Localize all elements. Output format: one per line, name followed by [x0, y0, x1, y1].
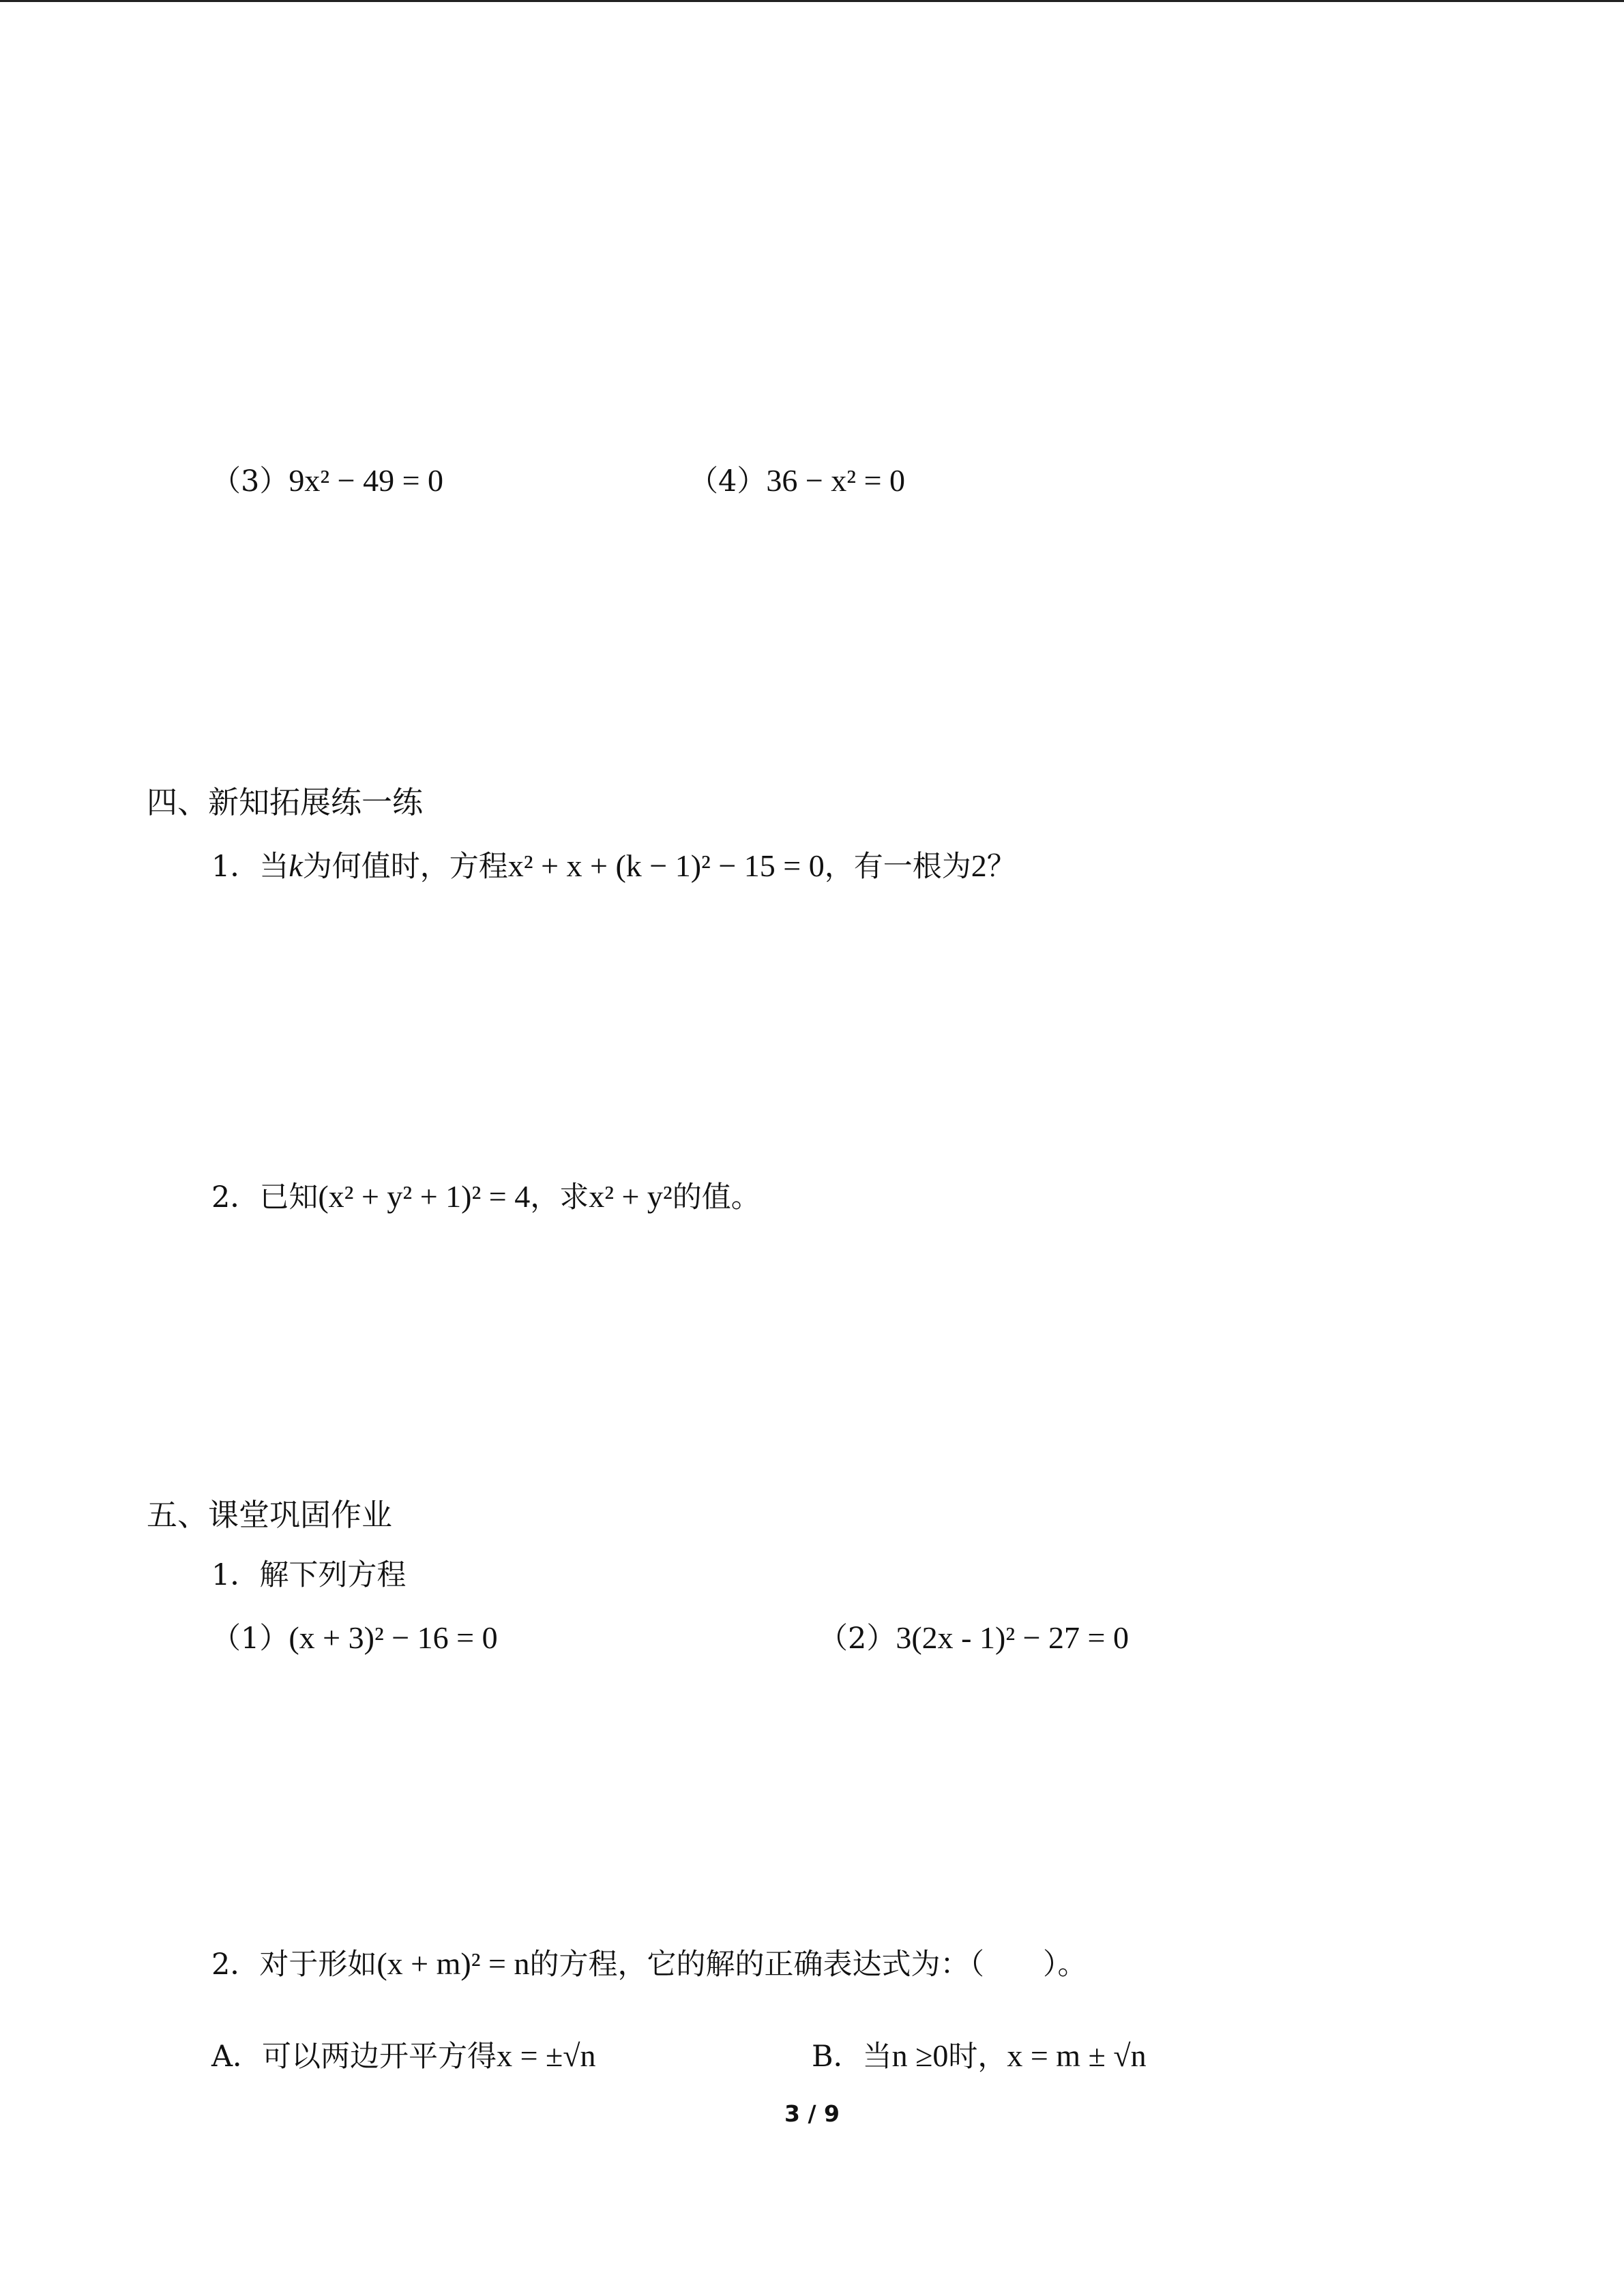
- exercise-5-1-item-1: [211, 1617, 498, 1659]
- equation: x = m ± √n: [1007, 2038, 1147, 2073]
- question-text: 2．对于形如: [211, 1948, 377, 1982]
- question-5-1: 1．解下列方程: [211, 1558, 407, 1592]
- section-heading-4: 四、新知拓展练一练: [147, 784, 424, 820]
- question-text: ，求: [530, 1180, 589, 1214]
- question-text: 的值。: [672, 1180, 761, 1214]
- question-text: 2．已知: [211, 1180, 319, 1214]
- question-text: 的方程，它的解的正确表达式为：（ ）。: [529, 1948, 1087, 1982]
- item-label: （4）: [689, 464, 767, 498]
- question-4-2: [211, 1176, 761, 1218]
- question-text: ，有一根为: [824, 850, 971, 884]
- question-text: 为何值时，方程: [302, 850, 508, 884]
- option-text: 时，: [948, 2040, 1007, 2074]
- item-label: （1）: [211, 1622, 289, 1656]
- expression: x² + y²: [589, 1179, 673, 1214]
- option-label: B．当: [812, 2040, 892, 2074]
- variable: k: [289, 848, 303, 883]
- question-4-1: [211, 846, 1016, 887]
- option-b: [812, 2036, 1147, 2077]
- equation: (x + m)² = n: [377, 1946, 530, 1981]
- question-5-2: [211, 1943, 1087, 1985]
- exercise-5-1-item-2: [818, 1617, 1129, 1659]
- equation: x = ±√n: [497, 2038, 596, 2073]
- question-mark: ？: [986, 850, 1016, 884]
- item-label: （3）: [211, 464, 289, 498]
- section-heading-5: 五、课堂巩固作业: [147, 1497, 393, 1533]
- page-number: 3 / 9: [784, 2100, 840, 2127]
- exercise-item-4: [689, 460, 905, 502]
- question-text: 1．当: [211, 850, 289, 884]
- exercise-item-3: [211, 460, 443, 502]
- condition: n ≥0: [891, 2038, 949, 2073]
- equation: x² + x + (k − 1)² − 15 = 0: [507, 848, 825, 883]
- equation: 3(2x - 1)² − 27 = 0: [896, 1620, 1129, 1655]
- root-value: 2: [971, 848, 987, 883]
- top-rule: [0, 0, 1624, 2]
- item-label: （2）: [818, 1622, 896, 1656]
- equation: 9x² − 49 = 0: [289, 463, 444, 498]
- option-label: A．可以两边开平方得: [211, 2040, 497, 2074]
- equation: (x + 3)² − 16 = 0: [289, 1620, 498, 1655]
- equation: 36 − x² = 0: [766, 463, 906, 498]
- option-a: [211, 2036, 596, 2077]
- equation: (x² + y² + 1)² = 4: [318, 1179, 531, 1214]
